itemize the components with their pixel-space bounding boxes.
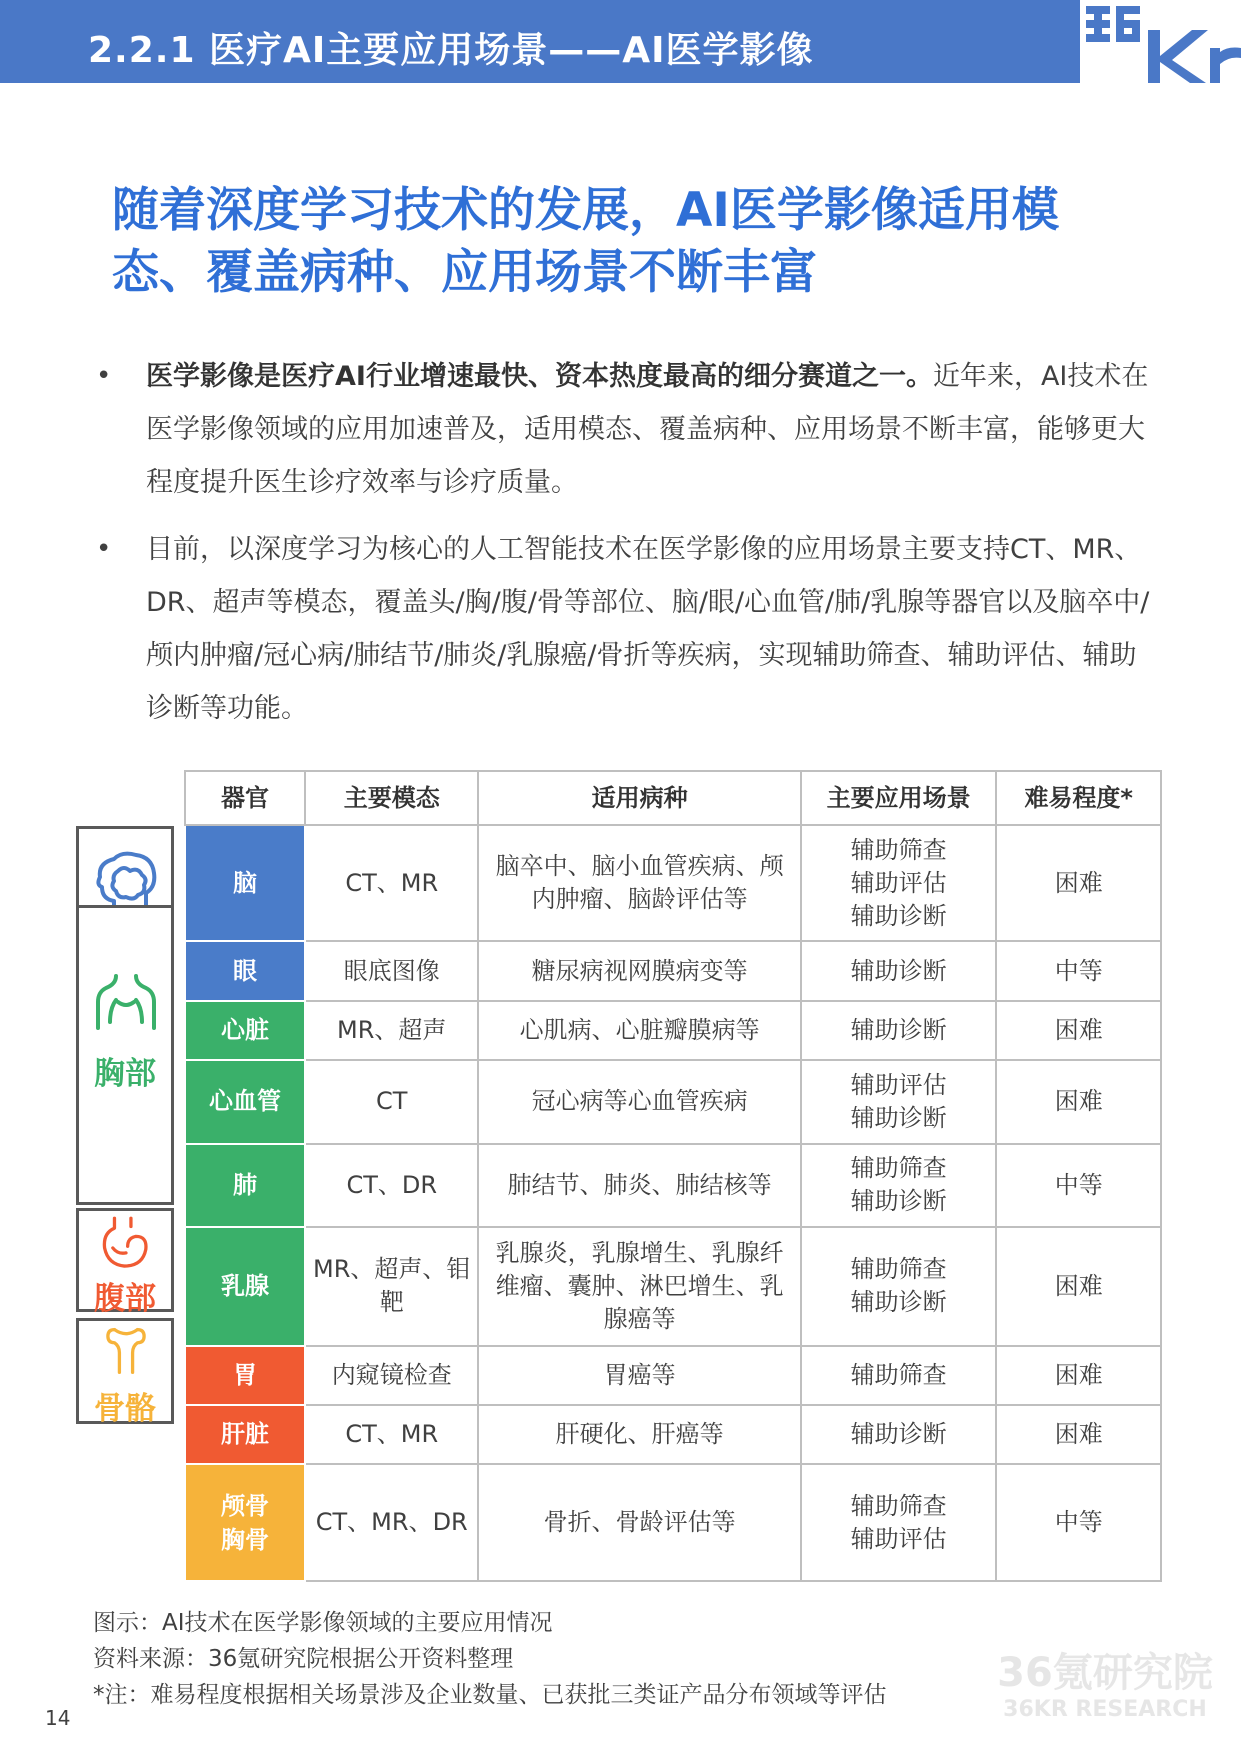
modality-cell: 内窥镜检查 <box>305 1346 478 1405</box>
bullet-item <box>90 350 1150 509</box>
table-row <box>185 1060 1161 1144</box>
modality-cell: CT、MR <box>305 1405 478 1464</box>
bullet-dot: • <box>96 534 112 564</box>
header-difficulty: 难易程度* <box>996 771 1161 825</box>
modality-cell: CT、MR、DR <box>305 1464 478 1581</box>
scenario-line: 辅助筛查 <box>850 1154 947 1183</box>
scenarios-cell <box>801 1144 997 1228</box>
header-diseases: 适用病种 <box>478 771 800 825</box>
scenario-line: 辅助诊断 <box>850 1187 947 1216</box>
scenario-line: 辅助评估 <box>850 1524 947 1553</box>
diseases-cell: 糖尿病视网膜病变等 <box>478 941 800 1000</box>
note-caption: *注：难易程度根据相关场景涉及企业数量、已获批三类证产品分布领域等评估 <box>93 1682 887 1708</box>
page-number: 14 <box>45 1706 71 1730</box>
bullet-item <box>90 523 1150 735</box>
modality-cell: MR、超声 <box>305 1001 478 1060</box>
scenario-line: 辅助筛查 <box>850 1360 947 1389</box>
table-row <box>185 1227 1161 1346</box>
modality-cell: CT、DR <box>305 1144 478 1228</box>
scenario-line: 辅助诊断 <box>850 1103 947 1132</box>
scenario-line: 辅助诊断 <box>850 1015 947 1044</box>
organ-cell <box>185 1464 305 1581</box>
bullet-dot: • <box>96 361 112 391</box>
section-title: 2.2.1 医疗AI主要应用场景——AI医学影像 <box>88 30 814 71</box>
stomach-icon <box>92 1215 160 1271</box>
header-organ: 器官 <box>185 771 305 825</box>
organ-cell: 眼 <box>185 941 305 1000</box>
scenario-line: 辅助诊断 <box>850 956 947 985</box>
difficulty-cell: 困难 <box>996 1001 1161 1060</box>
organ-cell: 脑 <box>185 825 305 941</box>
difficulty-cell: 中等 <box>996 1464 1161 1581</box>
region-abdomen <box>76 1208 174 1317</box>
diseases-cell: 乳腺炎，乳腺增生、乳腺纤维瘤、囊肿、淋巴增生、乳腺癌等 <box>478 1227 800 1346</box>
diseases-cell: 脑卒中、脑小血管疾病、颅内肿瘤、脑龄评估等 <box>478 825 800 941</box>
diseases-cell: 肝硬化、肝癌等 <box>478 1405 800 1464</box>
bone-icon <box>92 1323 160 1379</box>
application-table <box>184 770 1162 1582</box>
table-row <box>185 825 1161 941</box>
bullet-bold-text: 医学影像是医疗AI行业增速最快、资本热度最高的细分赛道之一。 <box>146 361 933 392</box>
diseases-cell: 心肌病、心脏瓣膜病等 <box>478 1001 800 1060</box>
scenarios-cell <box>801 825 997 941</box>
region-chest-box <box>76 905 174 1205</box>
modality-cell: CT <box>305 1060 478 1144</box>
application-table-area <box>76 770 1166 1582</box>
table-header-row <box>185 771 1161 825</box>
bullet-text: 目前，以深度学习为核心的人工智能技术在医学影像的应用场景主要支持CT、MR、DR、超声等模态，覆盖头/胸/腹/骨等部位、脑/眼/心血管/肺/乳腺等器官以及脑卒中/颅内肿瘤/冠心病/肺结节/肺炎/乳腺癌/骨折等疾病，实现辅助筛查、辅助评估、辅助诊断等功能。 <box>146 534 1150 724</box>
watermark <box>990 1650 1220 1724</box>
organ-cell: 心血管 <box>185 1060 305 1144</box>
table-row <box>185 941 1161 1000</box>
table-row <box>185 1001 1161 1060</box>
torso-icon <box>92 970 160 1038</box>
36kr-logo <box>1080 0 1241 83</box>
modality-cell: MR、超声、钼靶 <box>305 1227 478 1346</box>
table-row <box>185 1346 1161 1405</box>
bullet-text: 近年来，AI技术在医学影像领域的应用加速普及，适用模态、覆盖病种、应用场景不断丰富，能够更大程度提升医生诊疗效率与诊疗质量。 <box>146 361 1149 498</box>
organ-cell: 胃 <box>185 1346 305 1405</box>
scenario-line: 辅助评估 <box>850 868 947 897</box>
diseases-cell: 骨折、骨龄评估等 <box>478 1464 800 1581</box>
table-row <box>185 1464 1161 1581</box>
main-heading-line2: 态、覆盖病种、应用场景不断丰富 <box>112 245 817 300</box>
source-caption: 资料来源：36氪研究院根据公开资料整理 <box>93 1646 514 1672</box>
region-label-abdomen: 腹部 <box>94 1281 156 1317</box>
difficulty-cell: 困难 <box>996 1227 1161 1346</box>
organ-cell: 乳腺 <box>185 1227 305 1346</box>
region-label-chest: 胸部 <box>94 1056 156 1092</box>
scenarios-cell <box>801 1001 997 1060</box>
organ-cell: 肝脏 <box>185 1405 305 1464</box>
header-modality: 主要模态 <box>305 771 478 825</box>
scenario-line: 辅助评估 <box>850 1070 947 1099</box>
difficulty-cell: 困难 <box>996 1405 1161 1464</box>
scenario-line: 辅助诊断 <box>850 1288 947 1317</box>
difficulty-cell: 困难 <box>996 825 1161 941</box>
difficulty-cell: 中等 <box>996 1144 1161 1228</box>
watermark-cn: 36氪研究院 <box>997 1650 1213 1696</box>
scenario-line: 辅助筛查 <box>850 1491 947 1520</box>
scenarios-cell <box>801 1405 997 1464</box>
organ-cell: 心脏 <box>185 1001 305 1060</box>
scenarios-cell <box>801 1346 997 1405</box>
modality-cell: CT、MR <box>305 825 478 941</box>
main-heading-line1: 随着深度学习技术的发展，AI医学影像适用模 <box>112 183 1059 238</box>
scenarios-cell <box>801 1227 997 1346</box>
figure-caption: 图示：AI技术在医学影像领域的主要应用情况 <box>93 1610 553 1636</box>
difficulty-cell: 困难 <box>996 1346 1161 1405</box>
scenario-line: 辅助诊断 <box>850 1420 947 1449</box>
table-row <box>185 1405 1161 1464</box>
diseases-cell: 肺结节、肺炎、肺结核等 <box>478 1144 800 1228</box>
scenarios-cell <box>801 1060 997 1144</box>
difficulty-cell: 中等 <box>996 941 1161 1000</box>
scenarios-cell <box>801 941 997 1000</box>
diseases-cell: 冠心病等心血管疾病 <box>478 1060 800 1144</box>
header-scenarios: 主要应用场景 <box>801 771 997 825</box>
difficulty-cell: 困难 <box>996 1060 1161 1144</box>
region-label-skeleton: 骨骼 <box>94 1391 156 1427</box>
scenario-line: 辅助筛查 <box>850 1255 947 1284</box>
scenario-line: 辅助筛查 <box>850 835 947 864</box>
region-skeleton <box>76 1318 174 1427</box>
organ-cell: 肺 <box>185 1144 305 1228</box>
scenarios-cell <box>801 1464 997 1581</box>
table-row <box>185 1144 1161 1228</box>
figure-captions <box>93 1605 887 1713</box>
diseases-cell: 胃癌等 <box>478 1346 800 1405</box>
organ-line: 颅骨胸骨 <box>221 1491 270 1554</box>
bullet-list <box>90 350 1150 749</box>
scenario-line: 辅助诊断 <box>850 901 947 930</box>
watermark-en: 36KR RESEARCH <box>1003 1697 1207 1722</box>
main-heading <box>112 180 1172 304</box>
modality-cell: 眼底图像 <box>305 941 478 1000</box>
